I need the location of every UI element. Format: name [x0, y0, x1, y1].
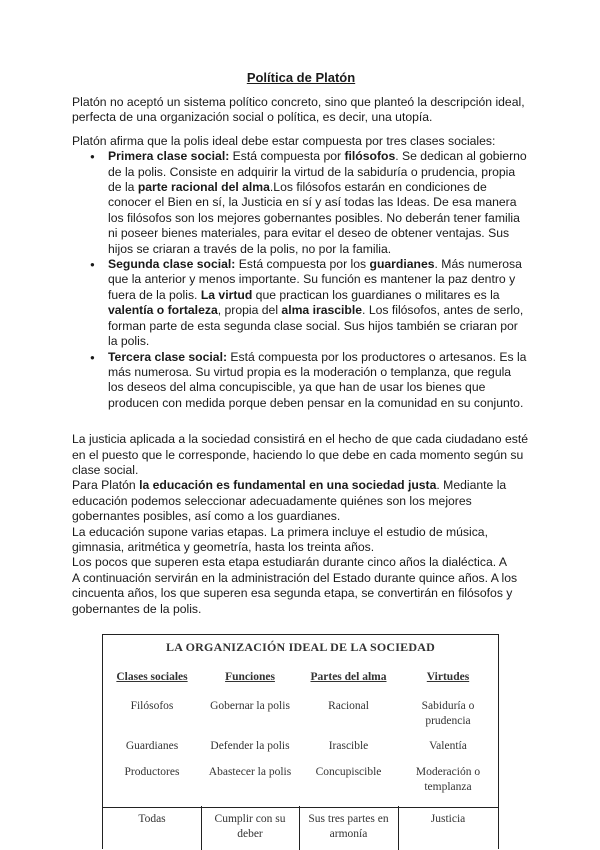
table-cell: Gobernar la polis: [210, 700, 290, 712]
table-cell: Moderación o templanza: [415, 766, 481, 793]
text-run: . Más numerosa que la anterior y menos importante. Su función es mantener la paz dentro y fuera de la polis.: [108, 257, 522, 302]
justice-paragraph: La justicia aplicada a la sociedad consistirá en el hecho de que cada ciudadano esté en el puesto que le corresponde, haciendo lo que debe en cada momento según su clase social.: [72, 432, 528, 477]
bold-run: parte racional del alma: [137, 180, 270, 195]
bold-run: la educación es fundamental en una sociedad justa: [139, 478, 437, 493]
text-run: . Mediante la educación podemos seleccionar adecuadamente quiénes son los mejores gobernantes posibles, así como a los guardianes.: [72, 478, 507, 524]
dialectic-paragraph: Los pocos que superen esta etapa estudiarán durante cinco años la dialéctica. A: [72, 555, 507, 570]
table-cell: Sabiduría o prudencia: [421, 700, 475, 727]
header-cell: Funciones: [225, 671, 275, 683]
text-run: Para Platón: [72, 478, 140, 493]
table-cell: Valentía: [429, 740, 467, 752]
list-item-second-class: [108, 257, 530, 349]
table-cell: Justicia: [430, 813, 466, 825]
table-row: [103, 739, 498, 765]
table-cell: Irascible: [328, 740, 369, 752]
table-cell: Concupiscible: [315, 766, 382, 778]
table-cell: Productores: [124, 766, 180, 778]
administration-paragraph: A continuación servirán en la administración del Estado durante quince años. A los cincuenta años, los que superen esa segunda etapa, se convertirán en filósofos y gobernantes de la polis.: [72, 570, 518, 616]
text-run: . Los filósofos, antes de serlo, forman parte de esta segunda clase social. Sus hijos también se criaran por la polis.: [108, 303, 524, 349]
text-run: .Los filósofos estarán en condiciones de conocer el Bien en sí, la Justicia en sí y así todas las Ideas. De esa manera los filósofos son los mejores gobernantes posibles. No deberán tener familia ni poseer bienes materiales, para evitar el deseo de obtener ventajas. Sus hijos se criaran a través de la polis, no por la familia.: [108, 180, 520, 256]
education-paragraph: [72, 478, 530, 524]
table-header-row: [103, 657, 498, 685]
text-run: . Se dedican al gobierno de la polis. Consiste en adquirir la virtud de la sabiduría o prudencia, propia de la: [108, 149, 527, 195]
page-title: Política de Platón: [246, 70, 356, 85]
table-row: [103, 699, 498, 739]
bold-run: valentía o fortaleza: [108, 303, 218, 318]
bold-run: guardianes: [369, 257, 435, 272]
document-body: [72, 70, 530, 617]
intro-paragraph: Platón no aceptó un sistema político concreto, sino que planteó la descripción ideal, perfecta de una organización social o política, es decir, una utopía.: [72, 95, 525, 125]
header-cell: Clases sociales: [116, 671, 188, 683]
table-cell: Defender la polis: [210, 740, 290, 752]
first-class-label: Primera clase social:: [108, 149, 230, 164]
organization-table: [102, 634, 499, 849]
header-cell: Virtudes: [426, 671, 470, 683]
second-class-label: Segunda clase social:: [108, 257, 236, 272]
text-run: que practican los guardianes o militares es la: [252, 287, 500, 302]
table-row: [103, 765, 498, 807]
table-cell: Todas: [138, 813, 166, 825]
table-cell: Abastecer la polis: [208, 766, 292, 778]
table-cell: Guardianes: [125, 740, 179, 752]
table-cell: Sus tres partes en armonía: [308, 813, 389, 840]
table-row-summary: [103, 808, 498, 842]
column-separator: [398, 806, 399, 850]
table-cell: Cumplir con su deber: [214, 813, 286, 840]
table-cell: Racional: [328, 700, 369, 712]
bold-run: La virtud: [200, 287, 253, 302]
bold-run: alma irascible: [281, 303, 363, 318]
stages-paragraph: La educación supone varias etapas. La primera incluye el estudio de música, gimnasia, aritmética y geometría, hasta los treinta años.: [72, 524, 488, 554]
list-item-third-class: [108, 350, 530, 412]
list-item-first-class: [108, 149, 530, 257]
text-run: Está compuesta por: [229, 149, 345, 164]
column-separator: [201, 806, 202, 850]
text-run: , propia del: [217, 303, 282, 318]
text-run: Está compuesta por los productores o artesanos. Es la más numerosa. Su virtud propia es la moderación o templanza, que regula los deseos del alma concupiscible, ya que han de usar los bienes que producen con medida porque deben pensar en la comunidad en su conjunto.: [108, 349, 527, 410]
bold-run: filósofos: [344, 149, 396, 164]
third-class-label: Tercera clase social:: [108, 349, 228, 364]
column-separator: [299, 806, 300, 850]
header-cell: Partes del alma: [310, 671, 387, 683]
classes-intro: Platón afirma que la polis ideal debe estar compuesta por tres clases sociales:: [72, 133, 496, 148]
table-title: LA ORGANIZACIÓN IDEAL DE LA SOCIEDAD: [166, 640, 435, 654]
text-run: Está compuesta por los: [235, 257, 370, 272]
table-cell: Filósofos: [130, 700, 174, 712]
social-classes-list: [72, 149, 530, 411]
